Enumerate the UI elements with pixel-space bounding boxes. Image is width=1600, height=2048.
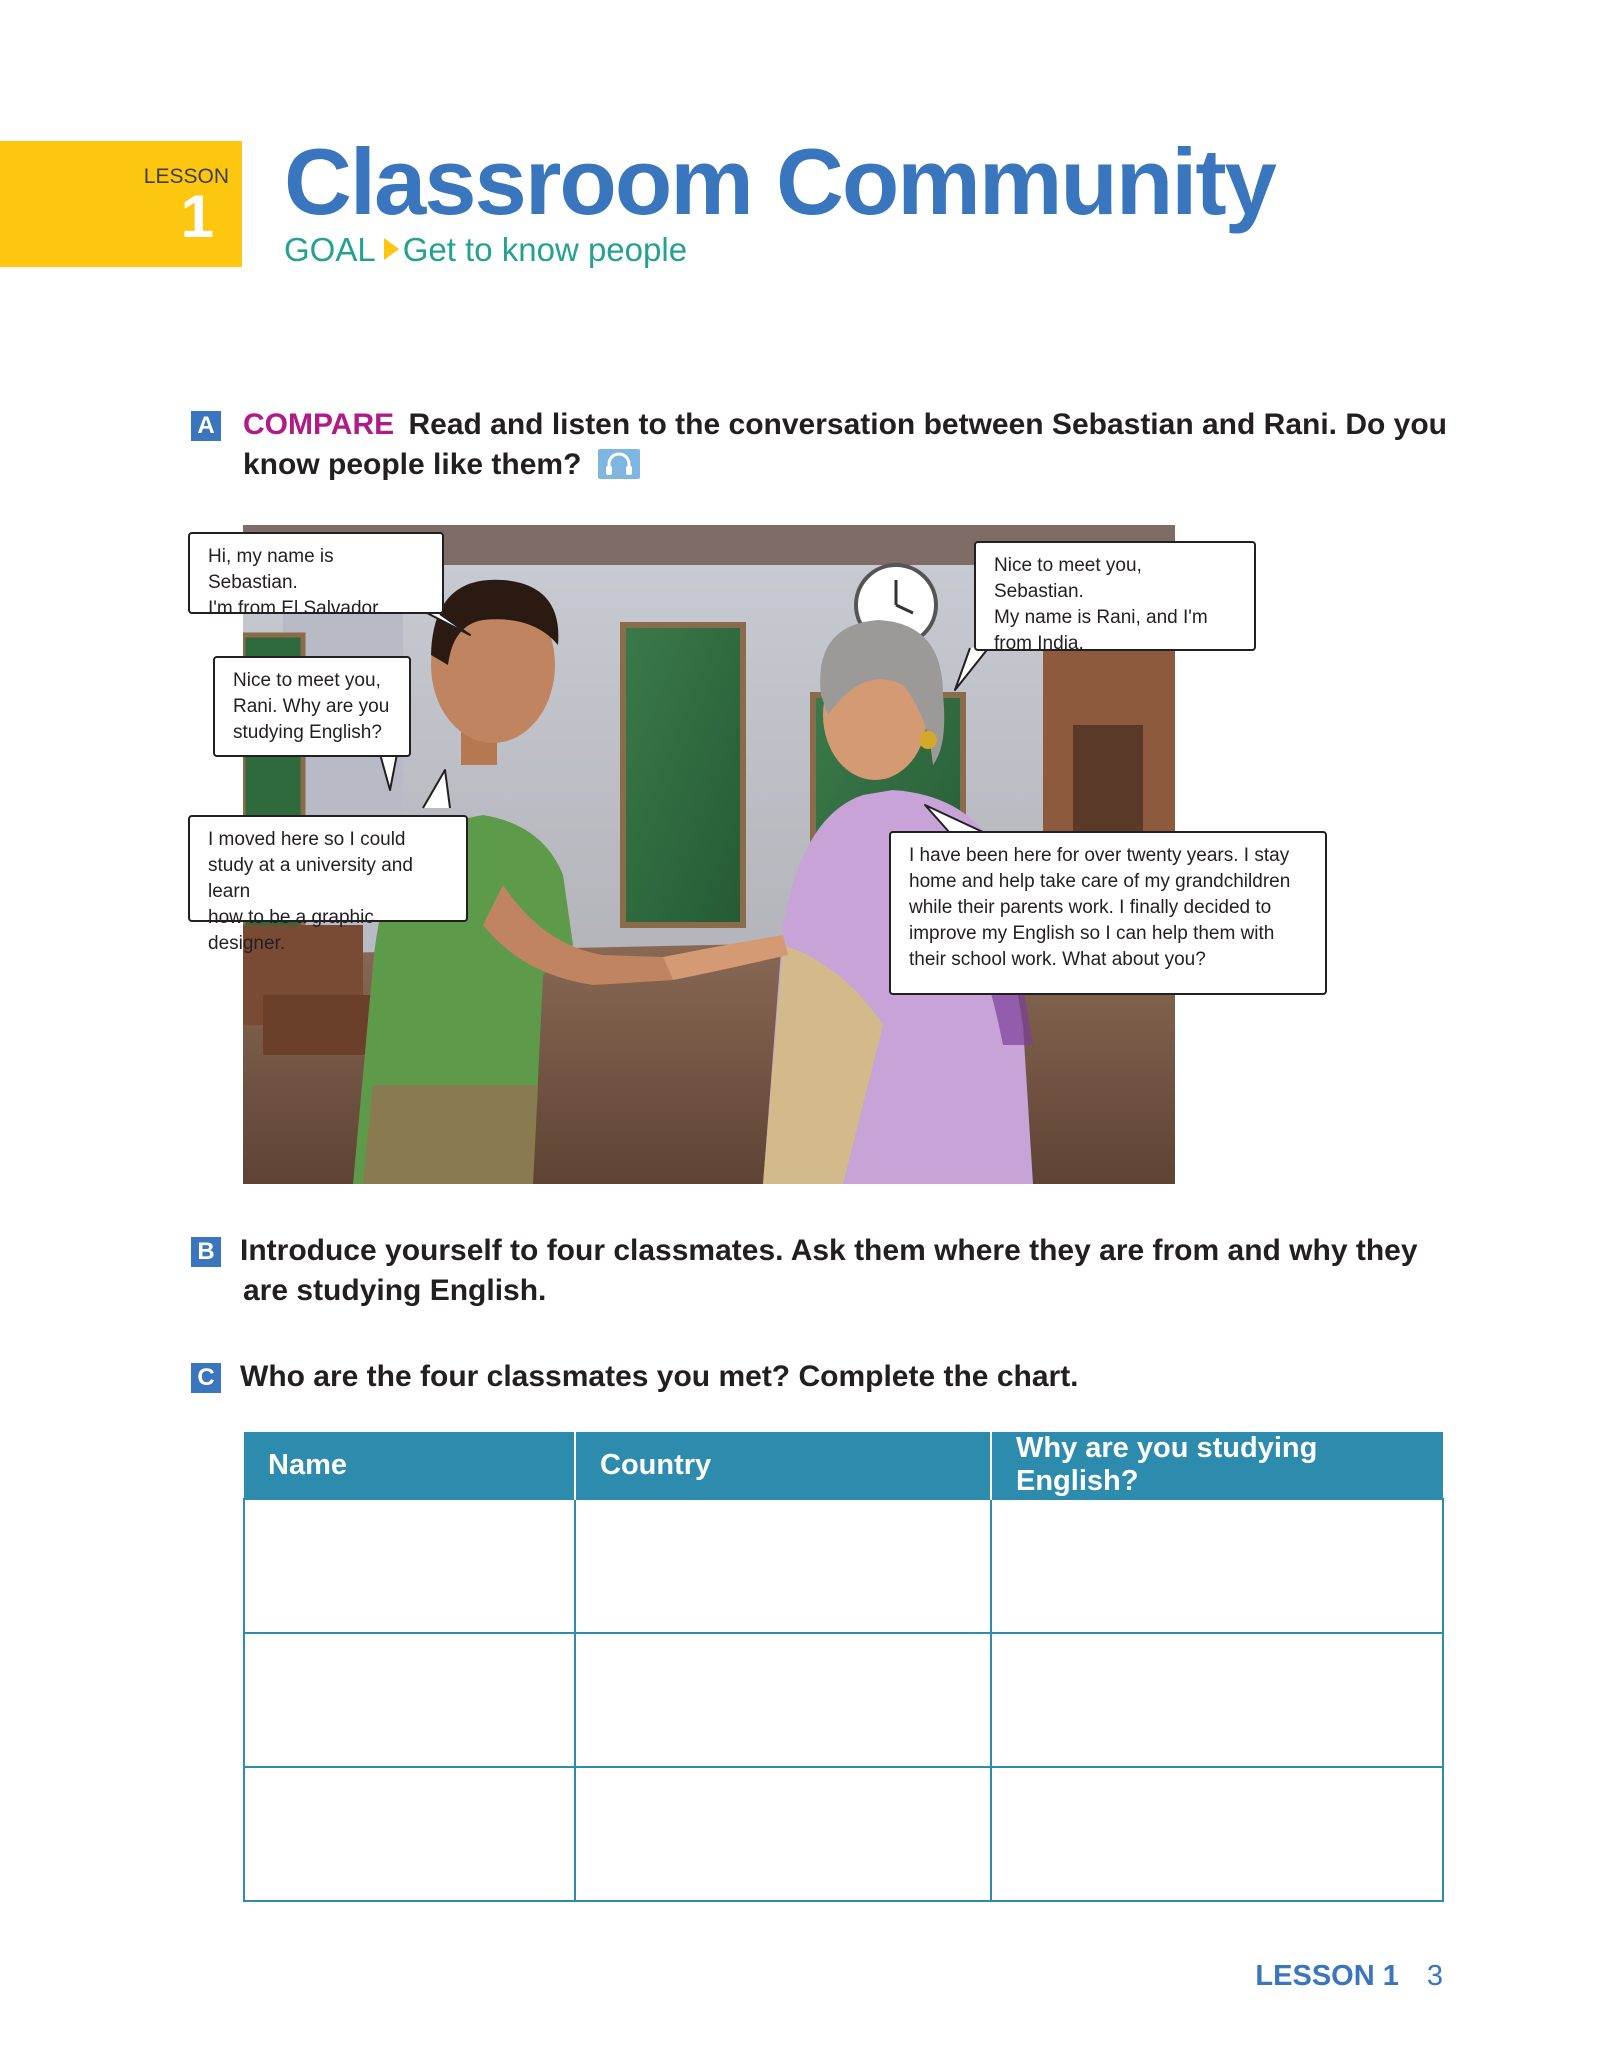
table-cell[interactable] (991, 1499, 1443, 1633)
goal-arrow-icon (384, 238, 399, 260)
dialogue-line: studying English? (233, 722, 382, 743)
section-a-instruction (243, 405, 1447, 485)
table-cell[interactable] (244, 1633, 575, 1767)
section-c-instruction: Who are the four classmates you met? Complete the chart. (240, 1360, 1079, 1393)
section-b-badge: B (191, 1237, 221, 1267)
table-cell[interactable] (991, 1633, 1443, 1767)
speech-bubble-rani-1 (974, 541, 1256, 654)
dialogue-line: Nice to meet you, (233, 670, 381, 691)
dialogue-line: I have been here for over twenty years. I stay (909, 845, 1290, 866)
page-footer (1255, 1960, 1443, 1993)
lesson-label: LESSON (143, 165, 229, 188)
section-a-line2: know people like them? (243, 448, 582, 481)
dialogue-line: Nice to meet you, Sebastian. (994, 555, 1142, 602)
page-number: 3 (1426, 1960, 1443, 1992)
table-cell[interactable] (575, 1633, 991, 1767)
lesson-number: 1 (180, 183, 214, 250)
dialogue-line: their school work. What about you? (909, 949, 1206, 970)
classmates-chart (243, 1432, 1444, 1902)
page-title: Classroom Community (284, 129, 1275, 234)
column-header-country: Country (575, 1432, 991, 1499)
dialogue-line: study at a university and learn (208, 855, 413, 902)
section-a-badge: A (191, 411, 221, 441)
headphones-icon[interactable] (598, 449, 640, 479)
column-header-reason: Why are you studying English? (991, 1432, 1443, 1499)
section-b-line1: Introduce yourself to four classmates. Ask them where they are from and why they (240, 1234, 1418, 1267)
dialogue-line: I moved here so I could (208, 829, 406, 850)
table-cell[interactable] (244, 1767, 575, 1901)
dialogue-line: Hi, my name is Sebastian. (208, 546, 334, 593)
dialogue-line: while their parents work. I finally decided to (909, 897, 1272, 918)
speech-bubble-sebastian-1 (188, 532, 444, 619)
speech-bubble-sebastian-2 (213, 656, 411, 757)
section-c-badge: C (191, 1363, 221, 1393)
section-a-line1: Read and listen to the conversation between Sebastian and Rani. Do you (408, 408, 1447, 441)
table-row (244, 1767, 1443, 1901)
dialogue-line: Rani. Why are you (233, 696, 390, 717)
section-b-line2: are studying English. (243, 1274, 547, 1307)
goal-label: GOAL (284, 231, 376, 268)
goal-line (284, 231, 687, 269)
table-row (244, 1633, 1443, 1767)
table-row (244, 1499, 1443, 1633)
section-b-instruction (240, 1231, 1418, 1311)
dialogue-line: how to be a graphic designer. (208, 907, 374, 954)
table-cell[interactable] (991, 1767, 1443, 1901)
dialogue-line: from India. (994, 633, 1084, 654)
goal-text: Get to know people (402, 231, 688, 268)
dialogue-line: improve my English so I can help them with (909, 923, 1275, 944)
speech-bubble-sebastian-3 (188, 815, 468, 954)
dialogue-line: home and help take care of my grandchildren (909, 871, 1291, 892)
section-a-keyword: COMPARE (243, 408, 395, 441)
column-header-name: Name (244, 1432, 575, 1499)
dialogue-line: I'm from El Salvador. (208, 598, 383, 619)
dialogue-line: My name is Rani, and I'm (994, 607, 1208, 628)
speech-bubble-rani-2 (889, 831, 1327, 995)
table-cell[interactable] (244, 1499, 575, 1633)
table-cell[interactable] (575, 1499, 991, 1633)
footer-lesson-label: LESSON 1 (1255, 1960, 1399, 1992)
table-cell[interactable] (575, 1767, 991, 1901)
lesson-tab (0, 141, 242, 267)
